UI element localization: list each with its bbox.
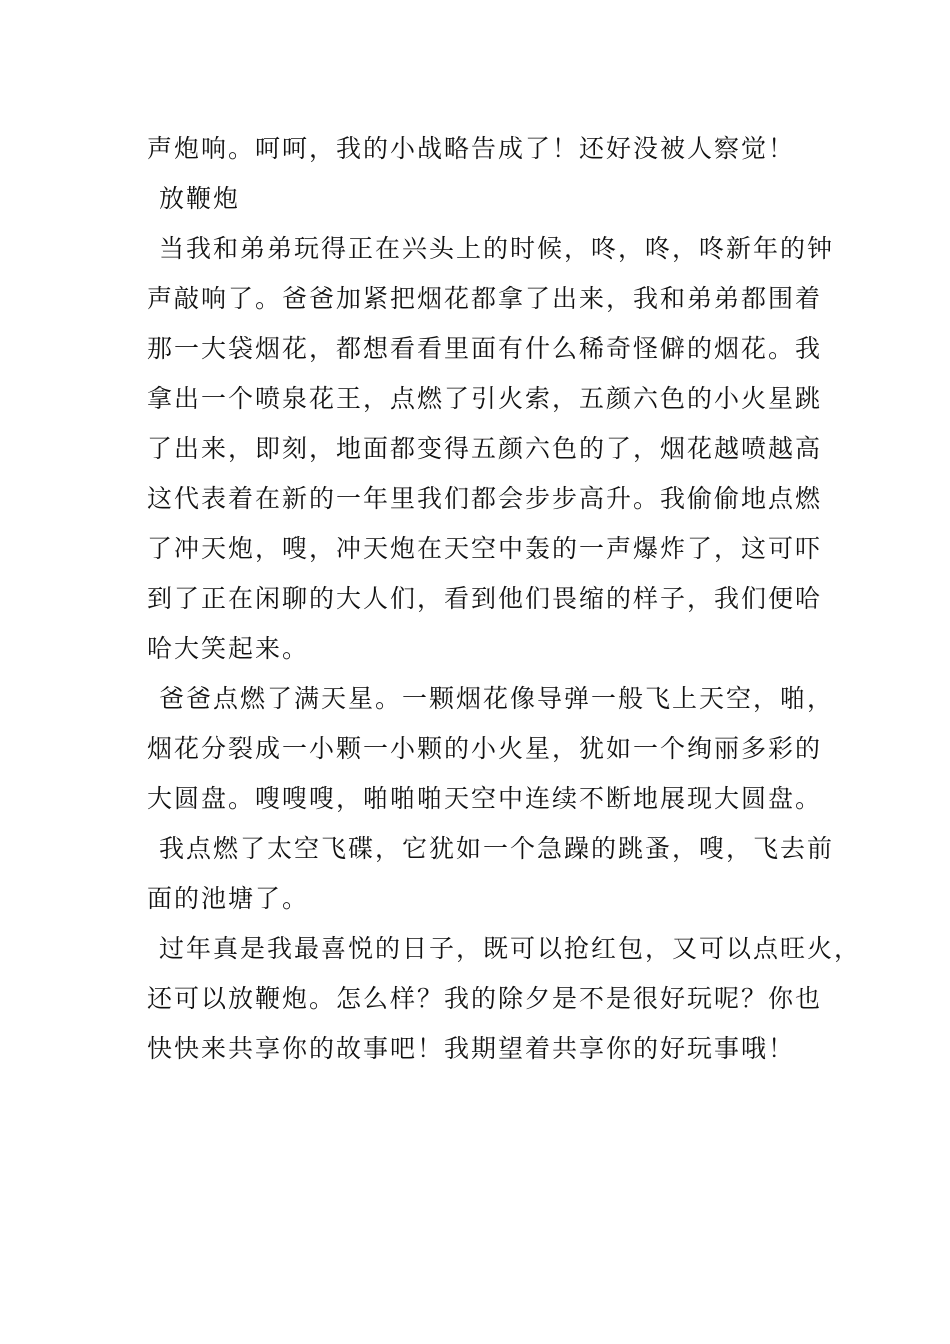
text-line: 声敲响了。爸爸加紧把烟花都拿了出来，我和弟弟都围着 xyxy=(147,284,823,313)
text-line: 这代表着在新的一年里我们都会步步高升。我偷偷地点燃 xyxy=(147,484,823,513)
text-line: 快快来共享你的故事吧！我期望着共享你的好玩事哦！ xyxy=(147,1034,796,1063)
section-heading: 放鞭炮 xyxy=(159,184,241,213)
paragraph-start-line: 爸爸点燃了满天星。一颗烟花像导弹一般飞上天空，啪， xyxy=(159,684,835,713)
text-line: 拿出一个喷泉花王，点燃了引火索，五颜六色的小火星跳 xyxy=(147,384,823,413)
paragraph-start-line: 过年真是我最喜悦的日子，既可以抢红包，又可以点旺火， xyxy=(159,934,862,963)
paragraph-start-line: 我点燃了太空飞碟，它犹如一个急躁的跳蚤，嗖，飞去前 xyxy=(159,834,835,863)
paragraph-start-line: 当我和弟弟玩得正在兴头上的时候，咚，咚，咚新年的钟 xyxy=(159,234,835,263)
text-line: 了冲天炮，嗖，冲天炮在天空中轰的一声爆炸了，这可吓 xyxy=(147,534,823,563)
text-line: 烟花分裂成一小颗一小颗的小火星，犹如一个绚丽多彩的 xyxy=(147,734,823,763)
text-line: 那一大袋烟花，都想看看里面有什么稀奇怪僻的烟花。我 xyxy=(147,334,823,363)
text-line: 哈大笑起来。 xyxy=(147,634,310,663)
text-line: 面的池塘了。 xyxy=(147,884,310,913)
text-line: 大圆盘。嗖嗖嗖，啪啪啪天空中连续不断地展现大圆盘。 xyxy=(147,784,823,813)
text-line: 了出来，即刻，地面都变得五颜六色的了，烟花越喷越高 xyxy=(147,434,823,463)
article-body xyxy=(147,124,862,1074)
text-line: 还可以放鞭炮。怎么样？我的除夕是不是很好玩呢？你也 xyxy=(147,984,823,1013)
text-line: 声炮响。呵呵，我的小战略告成了！还好没被人察觉！ xyxy=(147,134,796,163)
text-line: 到了正在闲聊的大人们，看到他们畏缩的样子，我们便哈 xyxy=(147,584,823,613)
